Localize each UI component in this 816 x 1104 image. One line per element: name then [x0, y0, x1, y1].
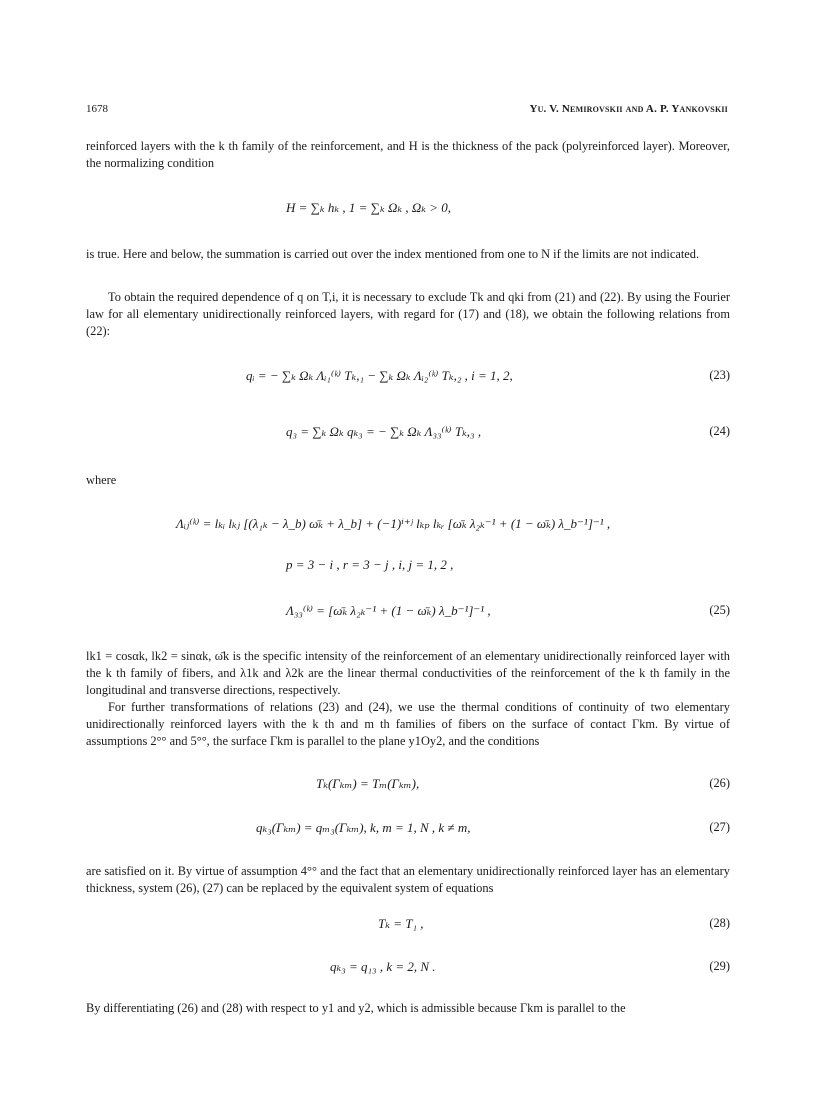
equation-28-number: (28)	[709, 916, 730, 930]
paragraph-5: For further transformations of relations (23) and (24), we use the thermal conditions of continuity of two elementary unidirectionally reinforced layers with the k th and m th families of fibers on the surface of contact Γkm. By virtue of assumptions 2°° and 5°°, the surface Γkm is parallel to the plane y1Oy2, and the conditions	[86, 700, 730, 748]
equation-26	[86, 776, 730, 796]
paragraph-4: lk1 = cosαk, lk2 = sinαk, ω̄k is the specific intensity of the reinforcement of an elementary unidirectionally reinforced layer with the k th family of fibers, and λ1k and λ2k are the linear thermal conductivities of the reinforcement of the k th family in the longitudinal and transverse directions, respectively.	[86, 649, 730, 697]
equation-26-number: (26)	[709, 776, 730, 790]
equation-26-body: Tₖ(Γₖₘ) = Tₘ(Γₖₘ),	[316, 776, 420, 791]
paragraph-6: are satisfied on it. By virtue of assumption 4°° and the fact that an elementary unidirectionally reinforced layer has an elementary thickness, system (26), (27) can be replaced by the equivalent system of equations	[86, 864, 730, 895]
equation-lambda-ij	[86, 516, 730, 536]
equation-29	[86, 959, 730, 979]
equation-27	[86, 820, 730, 840]
equation-28	[86, 916, 730, 936]
page-number: 1678	[86, 103, 108, 115]
equation-p-r-body: p = 3 − i , r = 3 − j , i, j = 1, 2 ,	[286, 557, 454, 572]
equation-25	[86, 603, 730, 623]
equation-24-number: (24)	[709, 424, 730, 438]
equation-normalizing	[86, 200, 730, 220]
paragraph-2: is true. Here and below, the summation is carried out over the index mentioned from one to N if the limits are not indicated.	[86, 247, 700, 261]
equation-23	[86, 368, 730, 388]
equation-23-body: qᵢ = − ∑ₖ Ωₖ Λᵢ₁⁽ᵏ⁾ Tₖ,₁ − ∑ₖ Ωₖ Λᵢ₂⁽ᵏ⁾ Tₖ,₂ , i = 1, 2,	[246, 368, 513, 383]
equation-25-body: Λ₃₃⁽ᵏ⁾ = [ω̄ₖ λ₂ₖ⁻¹ + (1 − ω̄ₖ) λ_b⁻¹]⁻¹ ,	[286, 603, 491, 618]
equation-normalizing-body: H = ∑ₖ hₖ , 1 = ∑ₖ Ωₖ , Ωₖ > 0,	[286, 200, 452, 215]
equation-24-body: q₃ = ∑ₖ Ωₖ qₖ₃ = − ∑ₖ Ωₖ Λ₃₃⁽ᵏ⁾ Tₖ,₃ ,	[286, 424, 482, 439]
equation-24	[86, 424, 730, 444]
equation-28-body: Tₖ = T₁ ,	[378, 916, 424, 931]
equation-27-body: qₖ₃(Γₖₘ) = qₘ₃(Γₖₘ), k, m = 1, N , k ≠ m,	[256, 820, 471, 835]
equation-25-number: (25)	[709, 603, 730, 617]
equation-p-r	[86, 557, 730, 577]
where-label: where	[86, 473, 117, 487]
running-header-authors: Yu. V. Nemirovskii and A. P. Yankovskii	[529, 103, 728, 115]
equation-29-body: qₖ₃ = q₁₃ , k = 2, N .	[330, 959, 436, 974]
equation-23-number: (23)	[709, 368, 730, 382]
paragraph-3: To obtain the required dependence of q on T,i, it is necessary to exclude Tk and qki from (21) and (22). By using the Fourier law for all elementary unidirectionally reinforced layers, with regard for (17) and (18), we obtain the following relations from (22):	[86, 290, 730, 338]
equation-lambda-ij-body: Λᵢⱼ⁽ᵏ⁾ = lₖᵢ lₖⱼ [(λ₁ₖ − λ_b) ω̄ₖ + λ_b] + (−1)ⁱ⁺ʲ lₖₚ lₖᵣ [ω̄ₖ λ₂ₖ⁻¹ + (1 − ω̄ₖ) λ_b⁻¹]⁻¹ ,	[176, 516, 611, 531]
equation-29-number: (29)	[709, 959, 730, 973]
paragraph-7: By differentiating (26) and (28) with respect to y1 and y2, which is admissible because Γkm is parallel to the	[86, 1001, 626, 1015]
equation-27-number: (27)	[709, 820, 730, 834]
paragraph-1: reinforced layers with the k th family of the reinforcement, and H is the thickness of the pack (polyreinforced layer). Moreover, the normalizing condition	[86, 139, 730, 170]
